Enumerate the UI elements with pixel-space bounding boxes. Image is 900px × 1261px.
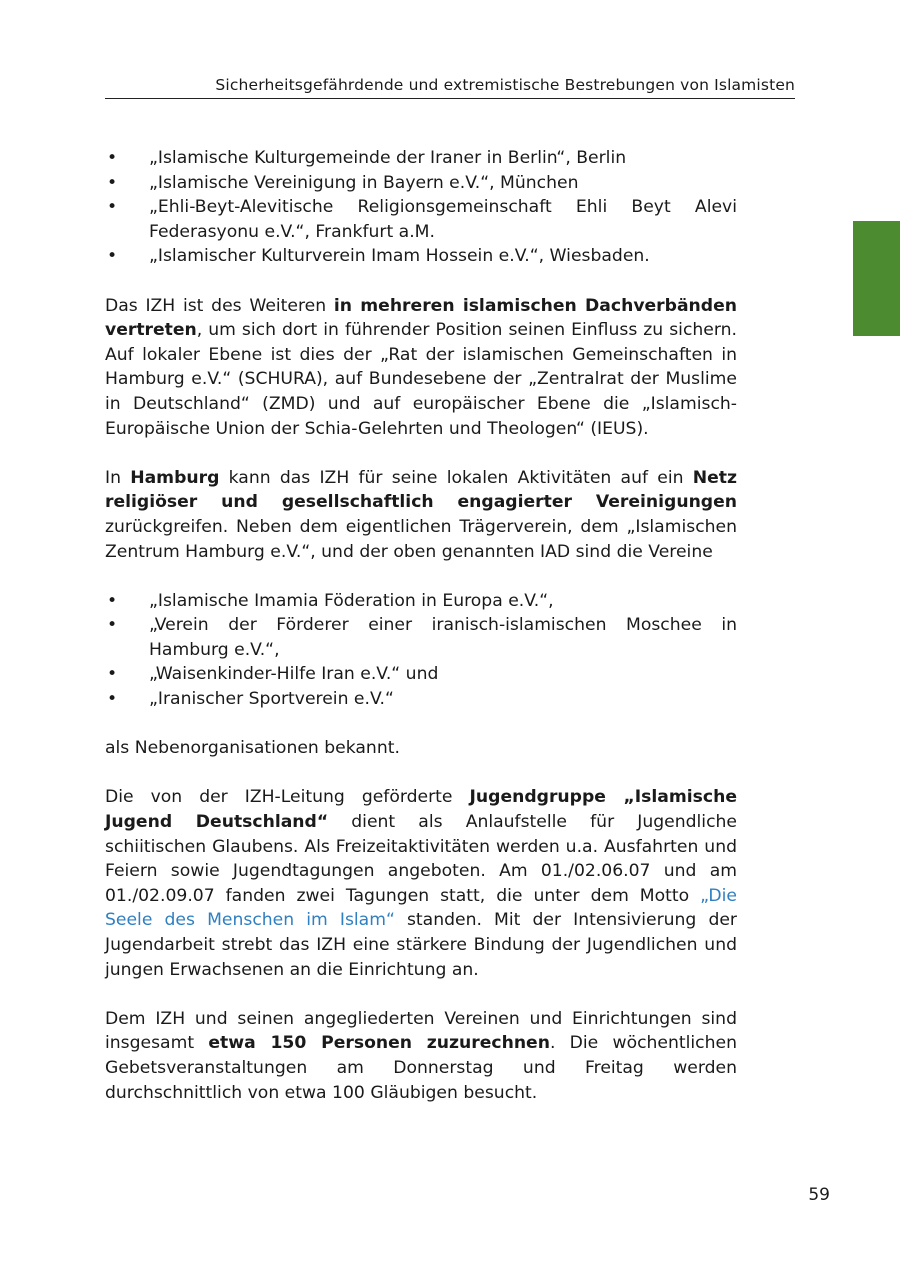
list-item: • „Ehli-Beyt-Alevitische Religionsgemeinschaft Ehli Beyt Alevi Federasyonu e.V.“, Frankfurt a.M. <box>105 195 737 244</box>
list-item: • „Verein der Förderer einer iranisch-islamischen Moschee in Hamburg e.V.“, <box>105 613 737 662</box>
list-item: • „Islamische Vereinigung in Bayern e.V.“, München <box>105 171 737 196</box>
chapter-tab <box>853 221 900 336</box>
running-header: Sicherheitsgefährdende und extremistische Bestrebungen von Islamisten <box>215 76 795 94</box>
list-item: • „Iranischer Sportverein e.V.“ <box>105 687 737 712</box>
paragraph-umbrella-organizations: Das IZH ist des Weiteren in mehreren islamischen Dachverbänden vertreten, um sich dort in führender Position seinen Einfluss zu sichern. Auf lokaler Ebene ist dies der „Rat der islamischen Gemeinschaften in Hamburg e.V.“ (SCHURA), auf Bundesebene der „Zentralrat der Muslime in Deutschland“ (ZMD) und auf europäischer Ebene die „Islamisch-Europäische Union der Schia-Gelehrten und Theologen“ (IEUS). <box>105 295 737 439</box>
paragraph-membership: Dem IZH und seinen angegliederten Vereinen und Einrichtungen sind insgesamt etwa 150 Personen zuzurechnen. Die wöchentlichen Gebetsveranstaltungen am Donnerstag und Freitag werden durchschnittlich von etwa 100 Gläubigen besucht. <box>105 1008 737 1103</box>
list-item: • „Islamischer Kulturverein Imam Hossein e.V.“, Wiesbaden. <box>105 244 737 269</box>
list-item: • „Waisenkinder-Hilfe Iran e.V.“ und <box>105 662 737 687</box>
list-item: • „Islamische Kulturgemeinde der Iraner in Berlin“, Berlin <box>105 146 737 171</box>
association-list <box>105 146 737 269</box>
list-item: • „Islamische Imamia Föderation in Europa e.V.“, <box>105 589 737 614</box>
page-content <box>105 146 737 1105</box>
paragraph-youth-group: Die von der IZH-Leitung geförderte Jugendgruppe „Islamische Jugend Deutschland“ dient als Anlaufstelle für Jugendliche schiitischen Glaubens. Als Freizeitaktivitäten werden u.a. Ausfahrten und Feiern sowie Jugendtagungen angeboten. Am 01./02.06.07 und am 01./02.09.07 fanden zwei Tagungen statt, die unter dem Motto „Die Seele des Menschen im Islam“ standen. Mit der Intensivierung der Jugendarbeit strebt das IZH eine stärkere Bindung der Jugendlichen und jungen Erwachsenen an die Einrichtung an. <box>105 787 738 980</box>
sub-organization-list <box>105 589 737 712</box>
paragraph-sub-organizations: als Nebenorganisationen bekannt. <box>105 738 400 759</box>
header-rule <box>105 98 795 99</box>
motto-link[interactable]: „Die Seele des Menschen im Islam“ <box>105 885 737 931</box>
page-number: 59 <box>808 1185 830 1205</box>
paragraph-hamburg-network: In Hamburg kann das IZH für seine lokalen Aktivitäten auf ein Netz religiöser und gesellschaftlich engagierter Vereinigungen zurückgreifen. Neben dem eigentlichen Trägerverein, dem „Islamischen Zentrum Hamburg e.V.“, und der oben genannten IAD sind die Vereine <box>105 467 737 562</box>
